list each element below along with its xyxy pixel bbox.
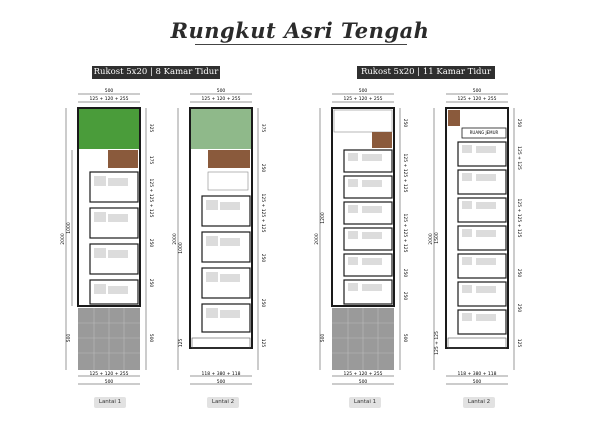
floor-plan-11kt-lantai-2 <box>426 88 536 388</box>
dim-right-1: 325 <box>148 123 153 133</box>
dim-right-4: 250 <box>402 268 407 278</box>
dim-top-split: 125 + 120 + 255 <box>343 97 383 102</box>
dim-right-6: 125 <box>260 338 265 348</box>
dim-left-total: 2000 <box>315 233 320 245</box>
dim-right-4: 250 <box>260 253 265 263</box>
dim-right-6: 500 <box>148 333 153 343</box>
dim-right-3: 125 + 125 + 125 <box>260 193 265 233</box>
dim-bottom-split: 125 + 120 + 255 <box>89 372 129 377</box>
stairs <box>208 150 250 168</box>
dim-right-2: 125 + 125 + 125 <box>402 153 407 193</box>
group-label-11-kamar: Rukost 5x20 | 11 Kamar Tidur <box>357 66 495 79</box>
dim-right-1: 250 <box>402 118 407 128</box>
page-title: Rungkut Asri Tengah <box>170 18 430 43</box>
dim-right-1: 250 <box>516 118 521 128</box>
title-underline <box>195 44 407 45</box>
dim-bottom-total: 500 <box>358 380 368 385</box>
floor-plan-11kt-lantai-1 <box>312 88 422 388</box>
dim-left-mid: 1500 <box>435 232 440 244</box>
dim-left-bottom: 125 <box>179 338 184 348</box>
dim-left-mid: 1000 <box>67 222 72 234</box>
floor-label-plan-4: Lantai 2 <box>463 397 495 408</box>
stairs <box>108 150 138 168</box>
dim-left-mid: 1000 <box>179 242 184 254</box>
floor-label-plan-3: Lantai 1 <box>349 397 381 408</box>
floor-label-plan-1: Lantai 1 <box>94 397 126 408</box>
dim-top-split: 125 + 120 + 255 <box>89 97 129 102</box>
dim-right-6: 500 <box>402 333 407 343</box>
dim-right-3: 125 + 125 + 125 <box>402 213 407 253</box>
roof-garden-area <box>191 109 251 149</box>
dim-right-5: 250 <box>516 303 521 313</box>
dim-top-split: 125 + 120 + 255 <box>201 97 241 102</box>
floor-plan-8kt-lantai-1 <box>58 88 168 388</box>
dim-right-6: 125 <box>516 338 521 348</box>
dim-bottom-split: 118 + 380 + 118 <box>201 372 241 377</box>
dim-right-5: 250 <box>148 278 153 288</box>
dim-right-1: 375 <box>260 123 265 133</box>
dim-top-total: 500 <box>472 89 482 94</box>
garden-area <box>79 109 139 149</box>
floor-plan-8kt-lantai-2 <box>170 88 280 388</box>
dim-top-total: 500 <box>216 89 226 94</box>
dim-bottom-split: 118 + 380 + 118 <box>457 372 497 377</box>
dim-bottom-total: 500 <box>472 380 482 385</box>
dim-right-4: 250 <box>516 268 521 278</box>
dim-right-3: 125 + 125 + 125 <box>148 178 153 218</box>
dim-top-total: 500 <box>358 89 368 94</box>
stairs <box>448 110 460 126</box>
group-label-8-kamar: Rukost 5x20 | 8 Kamar Tidur <box>93 67 219 77</box>
dim-left-mid: 1200 <box>321 212 326 224</box>
dim-left-bottom: 500 <box>67 333 72 343</box>
dim-top-total: 500 <box>104 89 114 94</box>
room-label-ruang-jemur: RUANG JEMUR <box>469 130 499 135</box>
dim-right-2: 250 <box>260 163 265 173</box>
dim-left-bottom: 125 + 125 <box>435 331 440 355</box>
dim-left-total: 2000 <box>173 233 178 245</box>
stairs <box>372 132 392 148</box>
floor-label-plan-2: Lantai 2 <box>207 397 239 408</box>
dim-right-4: 250 <box>148 238 153 248</box>
dim-right-5: 250 <box>260 298 265 308</box>
dim-right-3: 125 + 125 + 125 <box>516 198 521 238</box>
dim-bottom-total: 500 <box>104 380 114 385</box>
dim-right-2: 125 + 125 <box>516 146 521 170</box>
dim-bottom-split: 125 + 120 + 255 <box>343 372 383 377</box>
dim-left-total: 2000 <box>429 233 434 245</box>
dim-left-bottom: 500 <box>321 333 326 343</box>
dim-right-2: 175 <box>148 155 153 165</box>
dim-left-total: 2000 <box>61 233 66 245</box>
dim-right-5: 250 <box>402 291 407 301</box>
dim-bottom-total: 500 <box>216 380 226 385</box>
dim-top-split: 125 + 120 + 255 <box>457 97 497 102</box>
